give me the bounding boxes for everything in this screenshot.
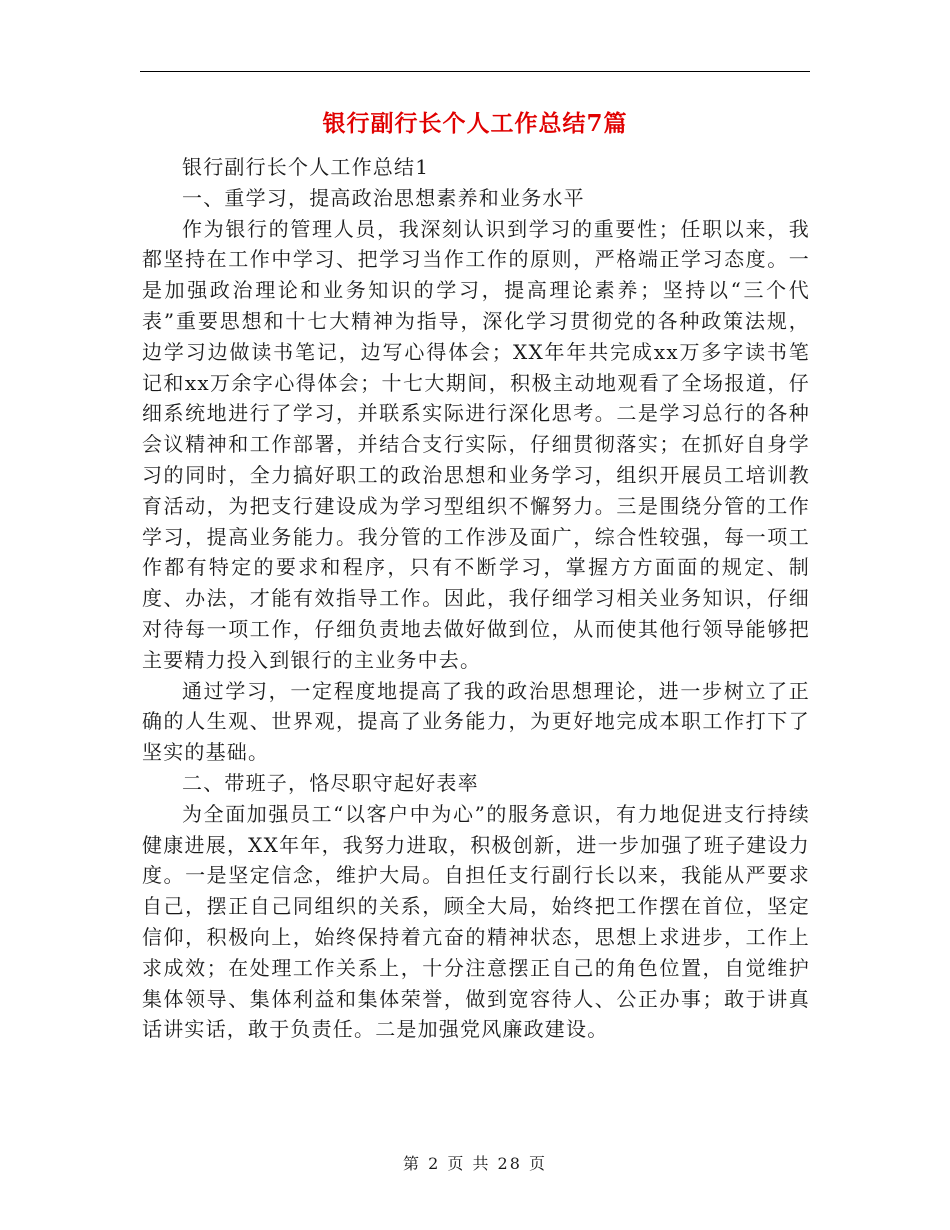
subsection-heading: 一、重学习，提高政治思想素养和业务水平 (182, 185, 585, 210)
document-title: 银行副行长个人工作总结7篇 (322, 110, 628, 137)
page-footer: 第 2 页 共 28 页 (403, 1154, 547, 1173)
subsection-heading: 二、带班子，恪尽职守起好表率 (182, 770, 479, 795)
document-body (142, 152, 810, 1045)
body-paragraph: 为全面加强员工“以客户中为心”的服务意识，有力地促进支行持续健康进展，XX年年，我努力进取，积极创新，进一步加强了班子建设力度。一是坚定信念，维护大局。自担任支行副行长以来，我能从严要求自己，摆正自己同组织的关系，顾全大局，始终把工作摆在首位，坚定信仰，积极向上，始终保持着亢奋的精神状态，思想上求进步，工作上求成效；在处理工作关系上，十分注意摆正自己的角色位置，自觉维护集体领导、集体利益和集体荣誉，做到宽容待人、公正办事；敢于讲真话讲实话，敢于负责任。二是加强党风廉政建设。 (142, 801, 810, 1042)
section-heading: 银行副行长个人工作总结1 (182, 155, 430, 179)
body-paragraph: 通过学习，一定程度地提高了我的政治思想理论，进一步树立了正确的人生观、世界观，提高了业务能力，为更好地完成本职工作打下了坚实的基础。 (142, 678, 810, 765)
body-paragraph: 作为银行的管理人员，我深刻认识到学习的重要性；任职以来，我都坚持在工作中学习、把学习当作工作的原则，严格端正学习态度。一是加强政治理论和业务知识的学习，提高理论素养；坚持以“三个代表”重要思想和十七大精神为指导，深化学习贯彻党的各种政策法规，边学习边做读书笔记，边写心得体会；XX年年共完成xx万多字读书笔记和xx万余字心得体会；十七大期间，积极主动地观看了全场报道，仔细系统地进行了学习，并联系实际进行深化思考。二是学习总行的各种会议精神和工作部署，并结合支行实际，仔细贯彻落实；在抓好自身学习的同时，全力搞好职工的政治思想和业务学习，组织开展员工培训教育活动，为把支行建设成为学习型组织不懈努力。三是围绕分管的工作学习，提高业务能力。我分管的工作涉及面广，综合性较强，每一项工作都有特定的要求和程序，只有不断学习，掌握方方面面的规定、制度、办法，才能有效指导工作。因此，我仔细学习相关业务知识，仔细对待每一项工作，仔细负责地去做好做到位，从而使其他行领导能够把主要精力投入到银行的主业务中去。 (142, 216, 810, 672)
header-rule (140, 71, 810, 72)
